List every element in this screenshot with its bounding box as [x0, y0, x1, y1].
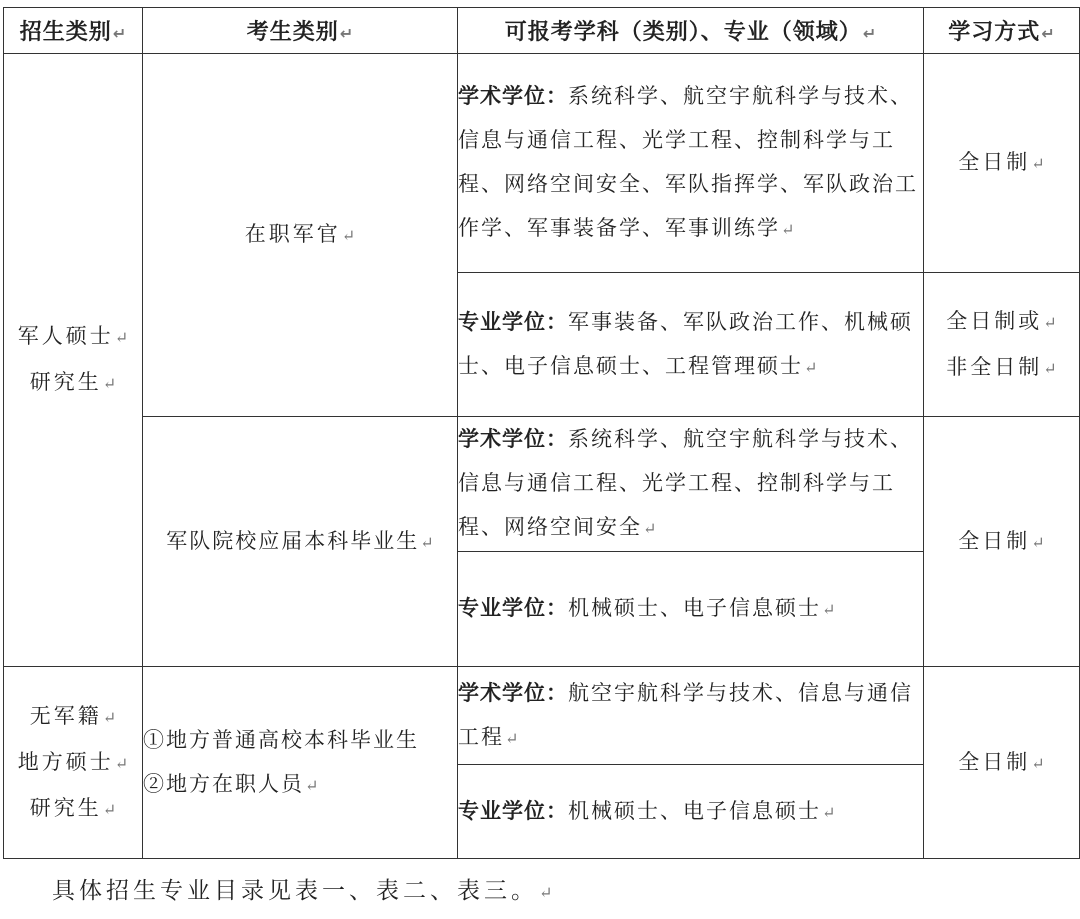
- category-civilian: 无军籍↵ 地方硕士↵ 研究生↵: [4, 667, 143, 859]
- table-header-row: [4, 8, 1080, 54]
- professional-degree-cell: 专业学位：军事装备、军队政治工作、机械硕士、电子信息硕士、工程管理硕士↵: [458, 273, 924, 417]
- header-eligible-majors: 可报考学科（类别）、专业（领域）↵: [458, 8, 924, 54]
- study-mode-cell: 全日制或↵ 非全日制↵: [924, 273, 1080, 417]
- catalog-reference-note: 具体招生专业目录见表一、表二、表三。↵: [52, 878, 553, 904]
- professional-degree-cell: 专业学位：机械硕士、电子信息硕士↵: [458, 765, 924, 859]
- academic-degree-cell: 学术学位：系统科学、航空宇航科学与技术、信息与通信工程、光学工程、控制科学与工程、网络空间安全↵: [458, 417, 924, 552]
- header-candidate-category: 考生类别↵: [143, 8, 458, 54]
- header-study-mode: 学习方式↵: [924, 8, 1080, 54]
- study-mode-cell: 全日制↵: [924, 667, 1080, 859]
- candidate-civilian: ①地方普通高校本科毕业生 ②地方在职人员↵: [143, 667, 458, 859]
- table-row: [4, 54, 1080, 273]
- table-row: [4, 417, 1080, 552]
- enrollment-table: [3, 7, 1080, 859]
- academic-degree-cell: 学术学位：系统科学、航空宇航科学与技术、信息与通信工程、光学工程、控制科学与工程、网络空间安全、军队指挥学、军队政治工作学、军事装备学、军事训练学↵: [458, 54, 924, 273]
- table-row: [4, 667, 1080, 765]
- header-enrollment-category: 招生类别↵: [4, 8, 143, 54]
- category-military: 军人硕士↵ 研究生↵: [4, 54, 143, 667]
- candidate-active-officer: 在职军官↵: [143, 54, 458, 417]
- professional-degree-cell: 专业学位：机械硕士、电子信息硕士↵: [458, 552, 924, 667]
- academic-degree-cell: 学术学位：航空宇航科学与技术、信息与通信工程↵: [458, 667, 924, 765]
- study-mode-cell: 全日制↵: [924, 417, 1080, 667]
- study-mode-cell: 全日制↵: [924, 54, 1080, 273]
- candidate-academy-graduate: 军队院校应届本科毕业生↵: [143, 417, 458, 667]
